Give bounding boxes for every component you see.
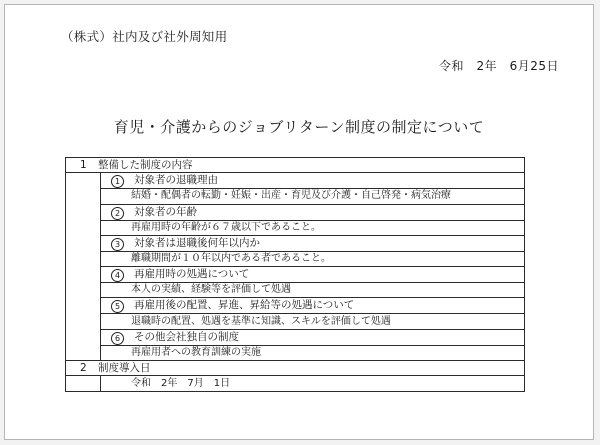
item-body-row <box>66 283 525 298</box>
item-body: 結婚・配偶者の転勤・妊娠・出産・育児及び介護・自己啓発・病気治療 <box>101 189 525 204</box>
section-number: 1 <box>80 159 87 172</box>
section-row <box>66 361 525 376</box>
circled-number: 2 <box>111 207 124 220</box>
document-title: 育児・介護からのジョブリターン制度の制定について <box>113 118 485 136</box>
audience-label: （株式）社内及び社外周知用 <box>61 29 228 44</box>
item-heading-row <box>66 173 525 189</box>
document-date: 令和 2年 6月25日 <box>438 59 559 73</box>
item-heading-row <box>66 329 525 345</box>
item-body-row <box>66 251 525 266</box>
item-body: 退職時の配置、処遇を基準に知識、スキルを評価して処遇 <box>101 314 525 329</box>
item-heading <box>101 235 525 251</box>
item-heading-text: その他会社独自の制度 <box>134 330 239 343</box>
item-body: 再雇用者への教育訓練の実施 <box>101 345 525 360</box>
outline-table <box>65 157 525 392</box>
item-heading-row <box>66 235 525 251</box>
circled-number: 1 <box>111 175 124 188</box>
section-row <box>66 158 525 173</box>
item-heading <box>101 298 525 314</box>
section-heading <box>66 361 525 376</box>
circled-number: 4 <box>111 269 124 282</box>
item-heading-row <box>66 204 525 220</box>
item-body-row <box>66 189 525 204</box>
item-heading-row <box>66 267 525 283</box>
item-heading-text: 再雇用後の配置、昇進、昇給等の処遇について <box>134 299 355 312</box>
item-heading <box>101 173 525 189</box>
item-body-row <box>66 314 525 329</box>
item-heading <box>101 204 525 220</box>
item-body-row <box>66 345 525 360</box>
indent-cell <box>66 173 101 361</box>
item-body: 離職期間が１０年以内である者であること。 <box>101 251 525 266</box>
item-body: 本人の実績、経験等を評価して処遇 <box>101 283 525 298</box>
section-label: 整備した制度の内容 <box>98 159 193 172</box>
item-heading-text: 再雇用時の処遇について <box>134 268 250 281</box>
indent-cell <box>66 376 101 391</box>
circled-number: 6 <box>111 332 124 345</box>
circled-number: 5 <box>111 300 124 313</box>
item-heading-text: 対象者の退職理由 <box>134 174 218 187</box>
item-heading-text: 対象者の年齢 <box>134 205 197 218</box>
intro-date-row <box>66 376 525 391</box>
item-body: 再雇用時の年齢が６７歳以下であること。 <box>101 220 525 235</box>
item-heading <box>101 267 525 283</box>
item-heading-text: 対象者は退職後何年以内か <box>134 236 260 249</box>
section-label: 制度導入日 <box>98 362 151 375</box>
circled-number: 3 <box>111 238 124 251</box>
item-body-row <box>66 220 525 235</box>
item-heading-row <box>66 298 525 314</box>
document-page <box>4 4 594 440</box>
item-heading <box>101 329 525 345</box>
section-heading <box>66 158 525 173</box>
section-number: 2 <box>80 362 87 375</box>
intro-date: 令和 2年 7月 1日 <box>101 376 525 391</box>
